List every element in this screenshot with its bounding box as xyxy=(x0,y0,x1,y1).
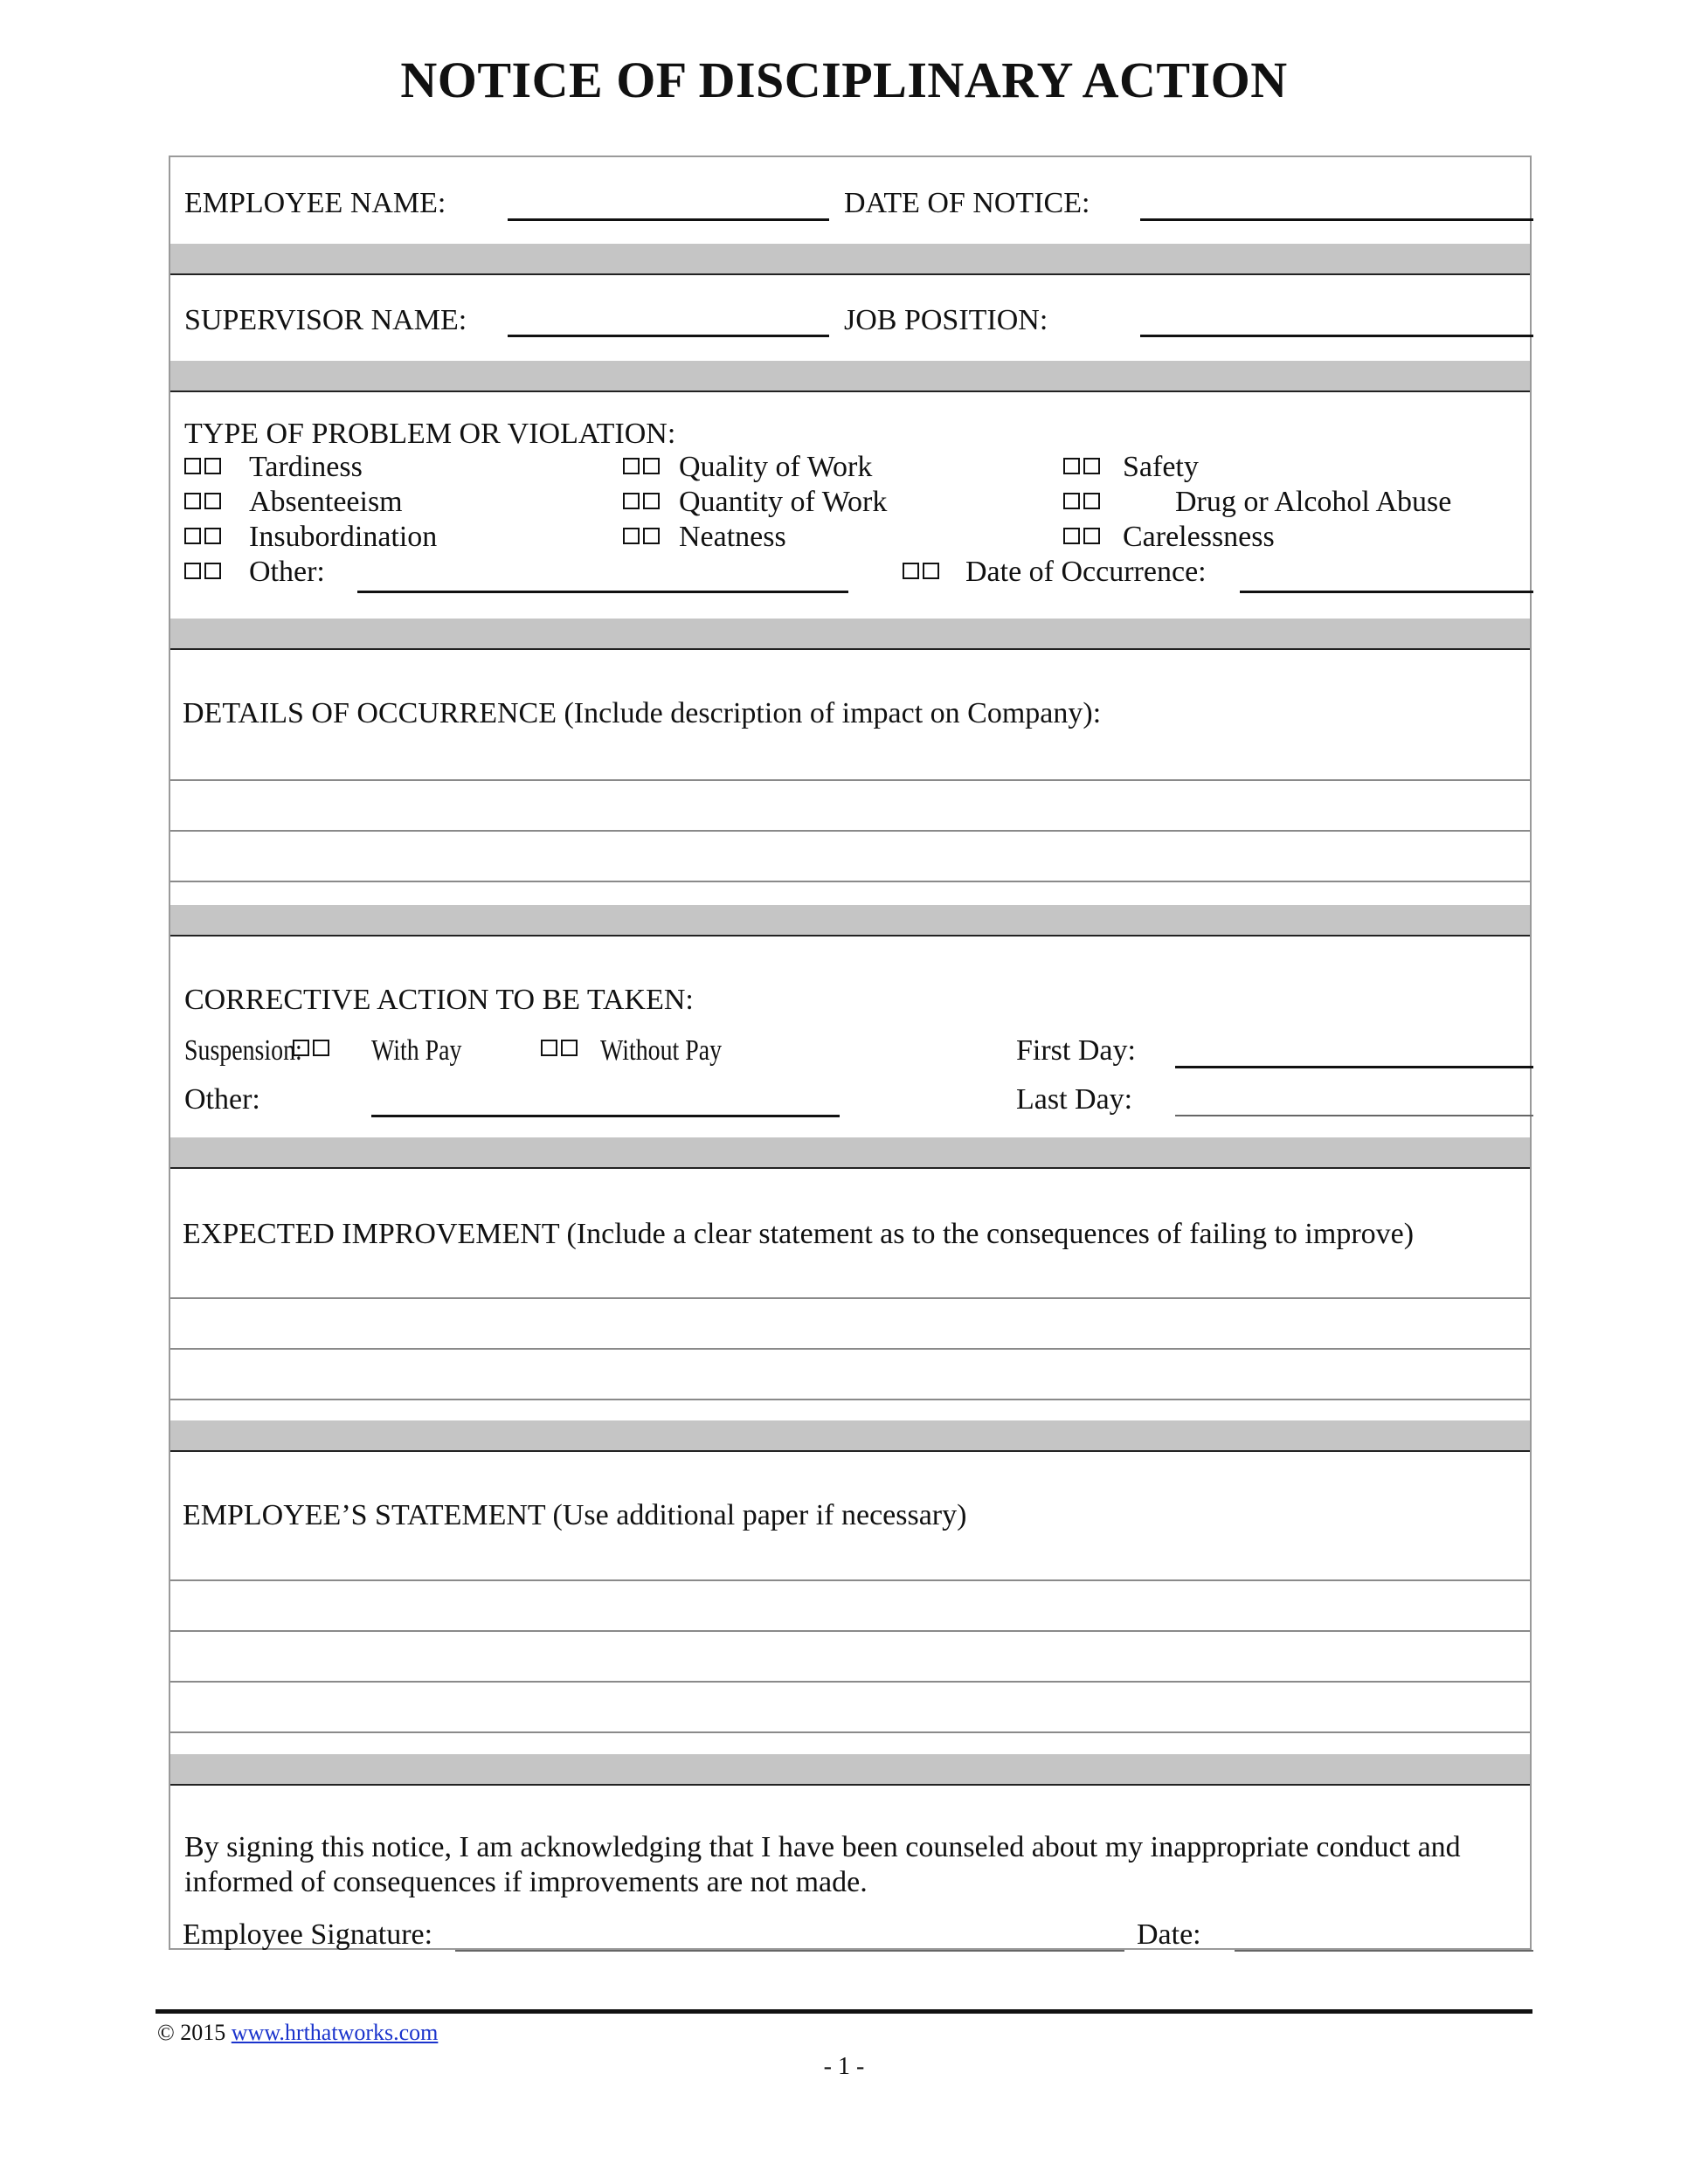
divider-line xyxy=(170,935,1530,936)
supervisor-name-label: SUPERVISOR NAME: xyxy=(184,304,467,336)
improvement-heading: EXPECTED IMPROVEMENT (Include a clear statement as to the consequences of failing to improve) xyxy=(183,1218,1415,1250)
details-heading: DETAILS OF OCCURRENCE (Include description of impact on Company): xyxy=(183,697,1102,729)
job-position-label: JOB POSITION: xyxy=(844,304,1048,336)
suspension-checkbox[interactable] xyxy=(293,1040,333,1061)
divider-line xyxy=(170,1784,1530,1786)
tardiness-label: Tardiness xyxy=(249,451,363,483)
acknowledgement-line-1: By signing this notice, I am acknowledging that I have been counseled about my inappropriate conduct and xyxy=(184,1831,1461,1863)
section-divider xyxy=(170,1420,1530,1450)
job-position-field[interactable] xyxy=(1140,335,1533,337)
corrective-other-field[interactable] xyxy=(371,1115,840,1117)
with-pay-label: With Pay xyxy=(371,1034,462,1067)
quantity-of-work-label: Quantity of Work xyxy=(679,486,888,518)
carelessness-label: Carelessness xyxy=(1123,521,1275,553)
employee-name-label: EMPLOYEE NAME: xyxy=(184,187,446,219)
tardiness-checkbox[interactable] xyxy=(184,458,225,479)
drug-alcohol-checkbox[interactable] xyxy=(1063,493,1103,514)
statement-heading: EMPLOYEE’S STATEMENT (Use additional paper if necessary) xyxy=(183,1499,967,1531)
page-title: NOTICE OF DISCIPLINARY ACTION xyxy=(400,52,1288,108)
insubordination-checkbox[interactable] xyxy=(184,528,225,549)
other-violation-checkbox[interactable] xyxy=(184,563,225,584)
quality-of-work-label: Quality of Work xyxy=(679,451,873,483)
corrective-other-label: Other: xyxy=(184,1083,260,1116)
signature-date-label: Date: xyxy=(1137,1918,1201,1951)
other-violation-field[interactable] xyxy=(357,591,848,593)
copyright-text: © 2015 xyxy=(157,2020,226,2045)
statement-line-2[interactable] xyxy=(170,1630,1530,1632)
without-pay-label: Without Pay xyxy=(600,1034,723,1067)
section-divider xyxy=(170,1754,1530,1784)
signature-date-field[interactable] xyxy=(1235,1950,1533,1952)
section-divider xyxy=(170,1137,1530,1167)
employee-name-field[interactable] xyxy=(508,218,829,221)
details-line-1[interactable] xyxy=(170,779,1530,781)
section-divider xyxy=(170,905,1530,935)
first-day-field[interactable] xyxy=(1175,1066,1533,1068)
other-violation-label: Other: xyxy=(249,556,325,588)
divider-line xyxy=(170,273,1530,275)
disciplinary-form xyxy=(169,156,1532,1950)
website-link[interactable]: www.hrthatworks.com xyxy=(231,2020,439,2045)
section-divider xyxy=(170,244,1530,273)
date-of-notice-label: DATE OF NOTICE: xyxy=(844,187,1090,219)
corrective-heading: CORRECTIVE ACTION TO BE TAKEN: xyxy=(184,984,694,1016)
footer-rule xyxy=(156,2009,1532,2014)
date-of-occurrence-checkbox[interactable] xyxy=(903,563,943,584)
improvement-line-3[interactable] xyxy=(170,1399,1530,1400)
divider-line xyxy=(170,648,1530,650)
quality-of-work-checkbox[interactable] xyxy=(623,458,663,479)
page-number: - 1 - xyxy=(823,2053,865,2080)
acknowledgement-line-2: informed of consequences if improvements are not made. xyxy=(184,1866,868,1898)
divider-line xyxy=(170,1167,1530,1169)
date-of-notice-field[interactable] xyxy=(1140,218,1533,221)
employee-signature-label: Employee Signature: xyxy=(183,1918,433,1951)
footer-copyright xyxy=(157,2020,438,2046)
section-divider xyxy=(170,361,1530,390)
statement-line-3[interactable] xyxy=(170,1681,1530,1683)
divider-line xyxy=(170,390,1530,392)
statement-line-4[interactable] xyxy=(170,1731,1530,1733)
divider-line xyxy=(170,1450,1530,1452)
improvement-line-2[interactable] xyxy=(170,1348,1530,1350)
first-day-label: First Day: xyxy=(1016,1034,1136,1067)
statement-line-1[interactable] xyxy=(170,1579,1530,1581)
carelessness-checkbox[interactable] xyxy=(1063,528,1103,549)
improvement-line-1[interactable] xyxy=(170,1297,1530,1299)
neatness-label: Neatness xyxy=(679,521,786,553)
suspension-label: Suspension: xyxy=(184,1034,302,1067)
violation-heading: TYPE OF PROBLEM OR VIOLATION: xyxy=(184,418,676,450)
employee-signature-field[interactable] xyxy=(455,1950,1124,1952)
supervisor-name-field[interactable] xyxy=(508,335,829,337)
absenteeism-label: Absenteeism xyxy=(249,486,403,518)
without-pay-checkbox[interactable] xyxy=(541,1040,581,1061)
details-line-3[interactable] xyxy=(170,881,1530,882)
insubordination-label: Insubordination xyxy=(249,521,438,553)
date-of-occurrence-label: Date of Occurrence: xyxy=(965,556,1207,588)
safety-checkbox[interactable] xyxy=(1063,458,1103,479)
neatness-checkbox[interactable] xyxy=(623,528,663,549)
last-day-field[interactable] xyxy=(1175,1115,1533,1116)
section-divider xyxy=(170,619,1530,648)
date-of-occurrence-field[interactable] xyxy=(1240,591,1533,593)
last-day-label: Last Day: xyxy=(1016,1083,1133,1116)
quantity-of-work-checkbox[interactable] xyxy=(623,493,663,514)
absenteeism-checkbox[interactable] xyxy=(184,493,225,514)
safety-label: Safety xyxy=(1123,451,1199,483)
details-line-2[interactable] xyxy=(170,830,1530,832)
drug-alcohol-label: Drug or Alcohol Abuse xyxy=(1175,486,1452,518)
